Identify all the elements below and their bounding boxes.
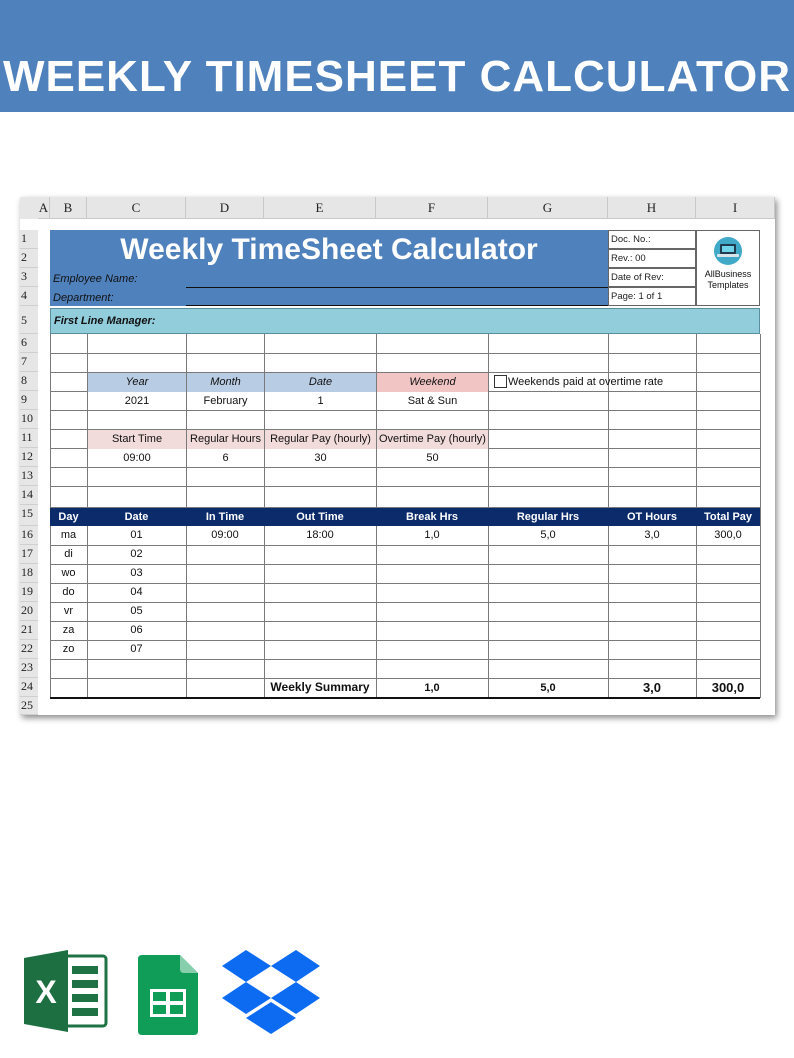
day-cell[interactable]: di bbox=[64, 548, 73, 560]
row-header[interactable]: 16 bbox=[20, 526, 38, 545]
column-header-g[interactable]: G bbox=[488, 197, 608, 219]
ot-hours-cell[interactable]: 3,0 bbox=[644, 529, 660, 541]
select-all-corner[interactable] bbox=[20, 197, 38, 219]
row-header[interactable]: 7 bbox=[20, 353, 38, 372]
row-header[interactable]: 4 bbox=[20, 287, 38, 306]
date-label: Date bbox=[265, 373, 376, 392]
day-cell[interactable]: ma bbox=[60, 529, 77, 541]
day-cell[interactable]: za bbox=[62, 624, 75, 636]
row-header[interactable]: 19 bbox=[20, 583, 38, 602]
column-header-i[interactable]: I bbox=[696, 197, 775, 219]
employee-name-label: Employee Name: bbox=[53, 273, 138, 285]
table-header-in-time: In Time bbox=[205, 511, 245, 523]
table-header-date: Date bbox=[124, 511, 149, 523]
row-header[interactable]: 12 bbox=[20, 448, 38, 467]
break-hrs-cell[interactable]: 1,0 bbox=[424, 529, 440, 541]
day-cell[interactable]: wo bbox=[61, 567, 76, 579]
date-cell[interactable]: 01 bbox=[130, 529, 143, 541]
date-cell[interactable]: 02 bbox=[130, 548, 143, 560]
row-header[interactable]: 10 bbox=[20, 410, 38, 429]
out-time-cell[interactable]: 18:00 bbox=[306, 529, 334, 541]
google-sheets-icon[interactable] bbox=[138, 955, 198, 1040]
row-header[interactable]: 8 bbox=[20, 372, 38, 391]
column-header-e[interactable]: E bbox=[264, 197, 376, 219]
laptop-icon bbox=[697, 231, 759, 267]
date-cell[interactable]: 06 bbox=[130, 624, 143, 636]
column-header-f[interactable]: F bbox=[376, 197, 488, 219]
row-header[interactable]: 11 bbox=[20, 429, 38, 448]
regular-hrs-cell[interactable]: 5,0 bbox=[540, 529, 556, 541]
date-cell[interactable]: 03 bbox=[130, 567, 143, 579]
row-header[interactable]: 18 bbox=[20, 564, 38, 583]
row-header[interactable]: 15 bbox=[20, 505, 38, 526]
weekend-overtime-checkbox[interactable] bbox=[494, 375, 507, 388]
day-cell[interactable]: do bbox=[62, 586, 75, 598]
page-title: WEEKLY TIMESHEET CALCULATOR bbox=[2, 52, 792, 101]
summary-regular-hrs: 5,0 bbox=[540, 682, 556, 694]
date-of-revision: Date of Rev: bbox=[608, 268, 696, 287]
overtime-pay-value[interactable]: 50 bbox=[426, 452, 439, 464]
row-header[interactable]: 3 bbox=[20, 268, 38, 287]
page-number: Page: 1 of 1 bbox=[608, 287, 696, 306]
grid-line bbox=[50, 659, 760, 660]
column-header-h[interactable]: H bbox=[608, 197, 696, 219]
in-time-cell[interactable]: 09:00 bbox=[211, 529, 239, 541]
company-logo bbox=[696, 230, 760, 306]
column-header-d[interactable]: D bbox=[186, 197, 264, 219]
revision: Rev.: 00 bbox=[608, 249, 696, 268]
date-cell[interactable]: 07 bbox=[130, 643, 143, 655]
row-header[interactable]: 6 bbox=[20, 334, 38, 353]
row-header[interactable]: 13 bbox=[20, 467, 38, 486]
month-label: Month bbox=[187, 373, 264, 392]
employee-name-line[interactable] bbox=[186, 287, 608, 288]
department-label: Department: bbox=[53, 292, 114, 304]
start-time-label: Start Time bbox=[88, 430, 186, 449]
grid-line bbox=[760, 334, 761, 698]
summary-ot-hours: 3,0 bbox=[642, 680, 662, 695]
row-header[interactable]: 17 bbox=[20, 545, 38, 564]
row-header[interactable]: 9 bbox=[20, 391, 38, 410]
row-header[interactable]: 20 bbox=[20, 602, 38, 621]
manager-bar bbox=[50, 308, 760, 334]
table-header-day: Day bbox=[58, 511, 79, 523]
regular-hours-label: Regular Hours bbox=[187, 430, 264, 449]
row-header[interactable]: 21 bbox=[20, 621, 38, 640]
weekend-value[interactable]: Sat & Sun bbox=[407, 395, 458, 407]
logo-text-line-1: AllBusiness bbox=[704, 269, 752, 279]
column-header-a[interactable]: A bbox=[38, 197, 50, 219]
column-header-c[interactable]: C bbox=[87, 197, 186, 219]
year-value[interactable]: 2021 bbox=[124, 395, 150, 407]
spreadsheet-preview bbox=[20, 197, 775, 715]
row-header[interactable]: 24 bbox=[20, 678, 38, 697]
date-cell[interactable]: 04 bbox=[130, 586, 143, 598]
overtime-pay-label: Overtime Pay (hourly) bbox=[377, 430, 488, 449]
row-header[interactable]: 2 bbox=[20, 249, 38, 268]
row-header[interactable]: 1 bbox=[20, 230, 38, 249]
weekend-overtime-label: Weekends paid at overtime rate bbox=[508, 376, 664, 388]
table-header-ot-hours: OT Hours bbox=[626, 511, 678, 523]
department-line[interactable] bbox=[186, 305, 608, 306]
row-header[interactable]: 14 bbox=[20, 486, 38, 505]
table-header-break-hrs: Break Hrs bbox=[406, 511, 458, 523]
start-time-value[interactable]: 09:00 bbox=[123, 452, 151, 464]
excel-icon[interactable] bbox=[24, 948, 108, 1039]
sheet-title: Weekly TimeSheet Calculator bbox=[120, 233, 538, 266]
row-header[interactable]: 25 bbox=[20, 697, 38, 715]
logo-text-line-2: Templates bbox=[707, 280, 749, 290]
regular-pay-value[interactable]: 30 bbox=[314, 452, 327, 464]
grid-line bbox=[50, 486, 760, 487]
table-header-out-time: Out Time bbox=[296, 511, 344, 523]
dropbox-icon[interactable] bbox=[222, 950, 320, 1043]
svg-text:X: X bbox=[35, 974, 57, 1010]
summary-total-pay: 300,0 bbox=[711, 680, 745, 695]
regular-hours-value[interactable]: 6 bbox=[222, 452, 229, 464]
total-pay-cell[interactable]: 300,0 bbox=[714, 529, 742, 541]
header-banner bbox=[0, 0, 794, 112]
row-header[interactable]: 23 bbox=[20, 659, 38, 678]
date-cell[interactable]: 05 bbox=[130, 605, 143, 617]
summary-break-hrs: 1,0 bbox=[424, 682, 440, 694]
date-value[interactable]: 1 bbox=[317, 395, 324, 407]
day-cell[interactable]: zo bbox=[62, 643, 75, 655]
weekly-summary-label: Weekly Summary bbox=[270, 680, 370, 694]
row-header[interactable]: 5 bbox=[20, 306, 38, 334]
day-cell[interactable]: vr bbox=[63, 605, 74, 617]
row-header[interactable]: 22 bbox=[20, 640, 38, 659]
table-header-total-pay: Total Pay bbox=[703, 511, 753, 523]
column-header-b[interactable]: B bbox=[50, 197, 87, 219]
regular-pay-label: Regular Pay (hourly) bbox=[265, 430, 376, 449]
weekend-label: Weekend bbox=[377, 373, 488, 392]
table-header-regular-hrs: Regular Hrs bbox=[516, 511, 580, 523]
month-value[interactable]: February bbox=[203, 395, 248, 407]
year-label: Year bbox=[88, 373, 186, 392]
doc-number: Doc. No.: bbox=[608, 230, 696, 249]
manager-label: First Line Manager: bbox=[54, 315, 156, 327]
grid-line bbox=[50, 353, 760, 354]
